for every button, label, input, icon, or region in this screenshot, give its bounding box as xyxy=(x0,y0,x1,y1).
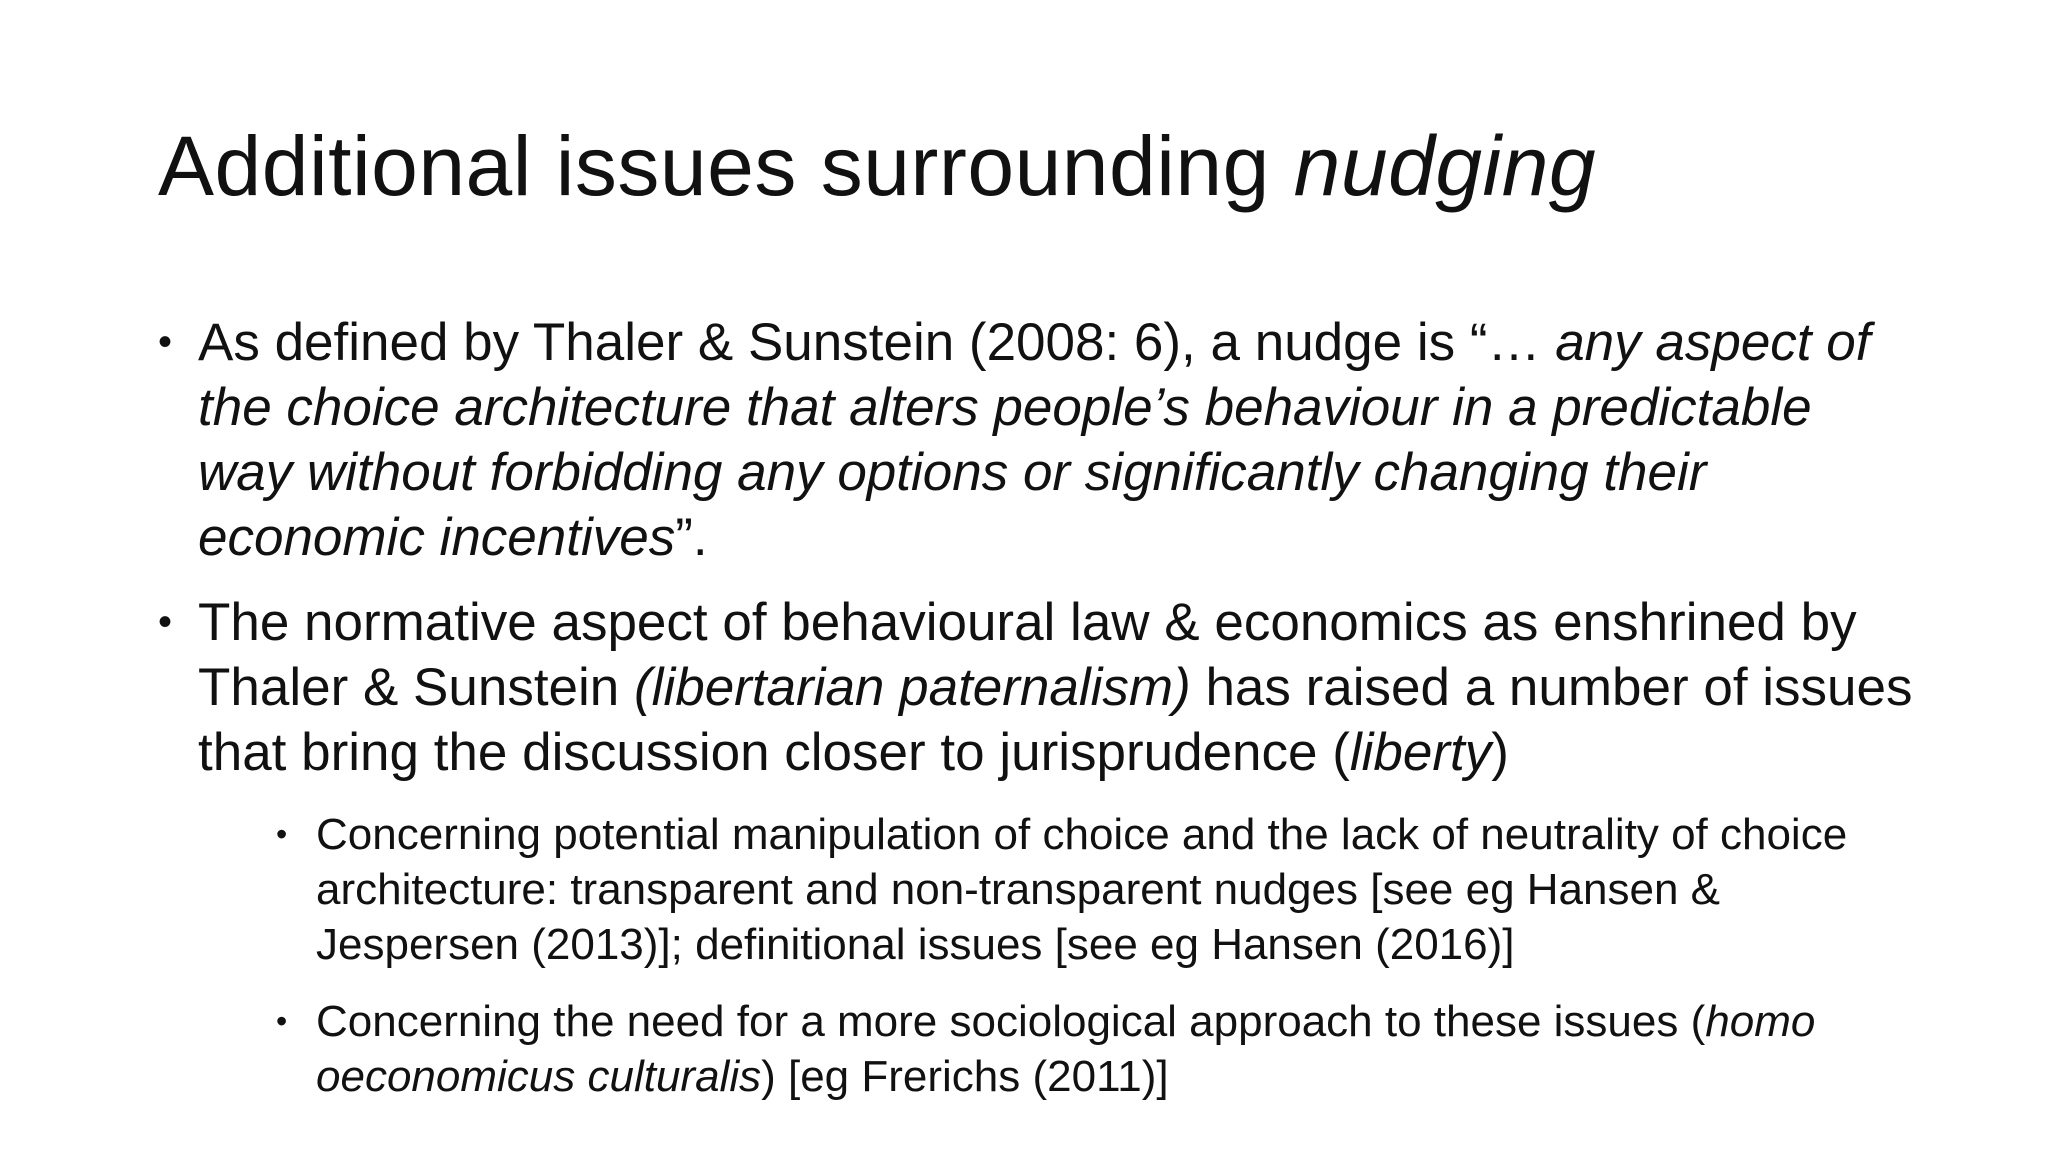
bullet-text-end: ) xyxy=(1491,723,1509,782)
sub-bullet-text-end: ) [eg Frerichs (2011)] xyxy=(761,1052,1169,1101)
bullet-marker: • xyxy=(158,600,173,644)
bullet-nudge-definition xyxy=(158,310,1918,570)
bullet-text: As defined by Thaler & Sunstein (2008: 6), a nudge is “… xyxy=(198,313,1556,372)
sub-bullet-manipulation xyxy=(198,807,1918,972)
bullet-text-end: ”. xyxy=(675,508,708,567)
bullet-text-middle: has raised a number of issues that bring the discussion closer to jurisprudence ( xyxy=(198,658,1913,782)
bullet-quote: any aspect of the choice architecture that alters people’s behaviour in a predictable way without forbidding any options or significantly changing their economic incentives xyxy=(198,313,1871,567)
bullet-emphasis: (libertarian paternalism) xyxy=(634,658,1191,717)
sub-bullet-marker: • xyxy=(276,816,288,852)
sub-bullet-emphasis: homo oeconomicus culturalis xyxy=(316,997,1816,1101)
slide-title xyxy=(158,118,1596,215)
sub-bullet-text: Concerning the need for a more sociological approach to these issues ( xyxy=(316,997,1706,1046)
sub-bullet-text: Concerning potential manipulation of choice and the lack of neutrality of choice architecture: transparent and non-transparent nudges [see eg Hansen & Jespersen (2013)]; definitional issues [see eg Hansen (2016)] xyxy=(316,810,1848,969)
bullet-emphasis-liberty: liberty xyxy=(1349,723,1492,782)
bullet-text: The normative aspect of behavioural law & economics as enshrined by Thaler & Sunstein xyxy=(198,593,1857,717)
bullet-marker: • xyxy=(158,320,173,364)
title-emphasis: nudging xyxy=(1293,119,1597,213)
bullet-list xyxy=(158,310,1918,1126)
title-text: Additional issues surrounding xyxy=(158,119,1294,213)
bullet-normative-aspect xyxy=(158,590,1918,1104)
sub-bullet-list xyxy=(198,807,1918,1104)
sub-bullet-marker: • xyxy=(276,1003,288,1039)
sub-bullet-sociological xyxy=(198,994,1918,1104)
